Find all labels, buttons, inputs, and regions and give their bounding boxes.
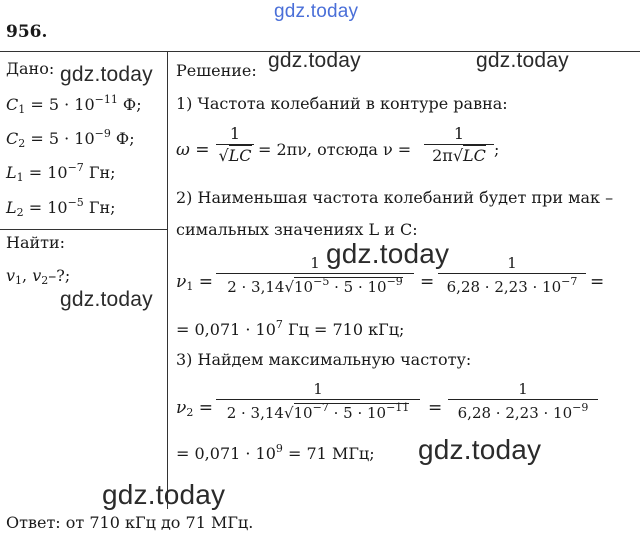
fraction-omega xyxy=(216,124,254,165)
watermark-find: gdz.today xyxy=(60,288,153,311)
given-l1: $L_1 = 10^{-7}$ Гн; xyxy=(6,161,116,184)
step-1: 1) Частота колебаний в контуре равна: xyxy=(176,94,508,113)
fraction-nu1-num: 1 xyxy=(310,254,320,272)
watermark-sol-2: gdz.today xyxy=(476,49,569,72)
given-c2: $C_2 = 5 \cdot 10^{-9}$ Ф; xyxy=(6,127,135,150)
equals-nu2: = xyxy=(428,398,443,418)
equals-nu1: = xyxy=(420,272,435,292)
fraction-nu1-calc-num: 1 xyxy=(507,254,517,272)
solution-label: Решение: xyxy=(176,61,257,80)
omega-eq: ω = xyxy=(176,140,210,160)
fraction-nu2-calc-den: $6,28 \cdot 2,23 \cdot 10^{-9}$ xyxy=(457,401,589,423)
fraction-nu1 xyxy=(216,254,414,296)
watermark-bottom: gdz.today xyxy=(102,479,226,510)
fraction-nu1-calc xyxy=(438,254,586,296)
equals-nu1-end: = xyxy=(590,272,605,292)
fraction-nu2-calc-num: 1 xyxy=(518,380,528,398)
watermark-sol-1: gdz.today xyxy=(268,49,361,72)
fraction-nu2 xyxy=(216,380,420,422)
fraction-nu2-num: 1 xyxy=(313,380,323,398)
given-find-divider xyxy=(0,229,167,230)
fraction-nu1-calc-den: $6,28 \cdot 2,23 \cdot 10^{-7}$ xyxy=(446,275,578,297)
semicolon: ; xyxy=(494,140,500,159)
fraction-omega-den: √LC xyxy=(218,146,252,166)
watermark-sol-big: gdz.today xyxy=(326,238,450,269)
fraction-omega-num: 1 xyxy=(229,124,241,143)
fraction-nu2-calc xyxy=(448,380,598,422)
fraction-nu xyxy=(424,124,494,165)
fraction-nu1-den: $2 \cdot 3,14√10^{-5} \cdot 5 \cdot 10^{-9}$ xyxy=(227,275,403,297)
step-2-line-2: симальных значениях L и C: xyxy=(176,220,418,239)
watermark-given: gdz.today xyxy=(60,63,153,86)
watermark-sol-bottom: gdz.today xyxy=(418,434,542,465)
given-l2: $L_2 = 10^{-5}$ Гн; xyxy=(6,196,116,219)
fraction-nu2-den: $2 \cdot 3,14√10^{-7} \cdot 5 \cdot 10^{-11}$ xyxy=(226,401,410,423)
watermark-top: gdz.today xyxy=(274,1,359,22)
eq-2pinu: = 2πν, отсюда ν = xyxy=(258,140,412,159)
find-values: $v_1$, $v_2-$?; xyxy=(6,266,71,287)
nu1-label: $\nu_1$ = xyxy=(176,272,213,293)
nu2-label: $\nu_2$ = xyxy=(176,398,213,419)
nu2-result: = $0,071 \cdot 10^9 = 71$ МГц; xyxy=(176,442,375,463)
nu1-result: = $0,071 \cdot 10^7$ Гц = 710 кГц; xyxy=(176,318,405,339)
fraction-nu-num: 1 xyxy=(453,124,465,143)
find-label: Найти: xyxy=(6,233,66,252)
given-label: Дано: xyxy=(6,59,55,78)
problem-number: 956. xyxy=(6,22,48,42)
divider-vertical xyxy=(167,51,168,509)
answer: Ответ: от 710 кГц до 71 МГц. xyxy=(6,513,254,532)
given-c1: $C_1 = 5 \cdot 10^{-11}$ Ф; xyxy=(6,93,142,116)
step-2-line-1: 2) Наименьшая частота колебаний будет при мак – xyxy=(176,188,614,207)
step-3: 3) Найдем максимальную частоту: xyxy=(176,350,472,369)
fraction-nu-den: 2π√LC xyxy=(432,146,486,166)
